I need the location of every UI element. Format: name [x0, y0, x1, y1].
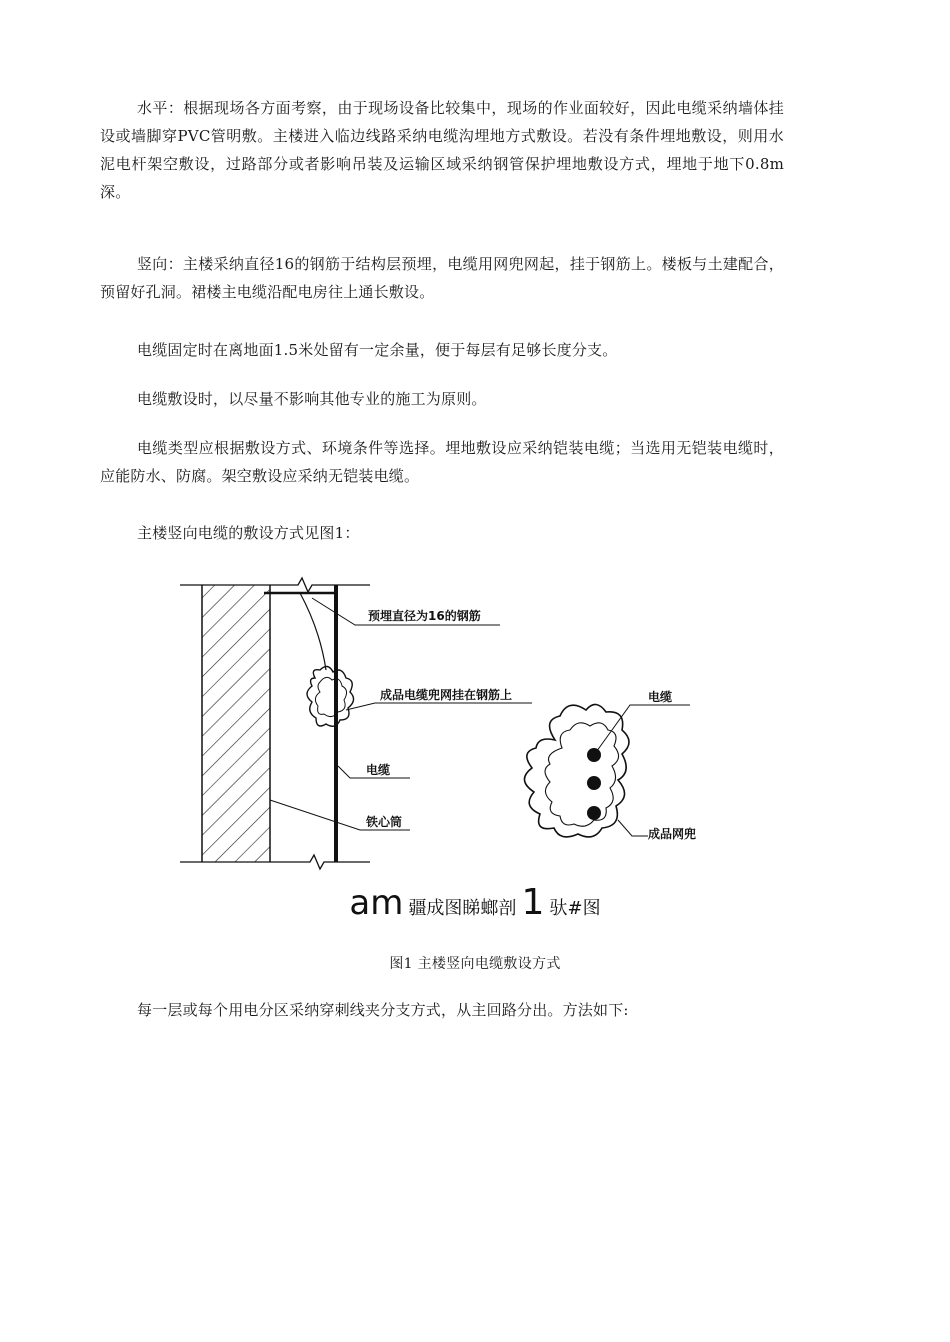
net-inner-outline	[545, 723, 619, 826]
paragraph-figure-intro: 主楼竖向电缆的敷设方式见图1：	[137, 524, 360, 542]
cable-dot-3	[587, 806, 601, 820]
label-finished-net: 成品网兜	[648, 827, 697, 841]
hatched-wall	[202, 585, 270, 862]
cable-net-small-inner	[315, 677, 346, 716]
paragraph-cable-fixing: 电缆固定时在离地面1.5米处留有一定余量，便于每层有足够长度分支。	[137, 341, 618, 359]
garbled-figure-text	[0, 882, 950, 926]
label-cable-right: 电缆	[648, 690, 673, 704]
leader-lines-left	[270, 598, 532, 830]
paragraph-horizontal: 水平：根据现场各方面考察，由于现场设备比较集中，现场的作业面较好，因此电缆采纳墙体挂设或墙脚穿PVC管明敷。主楼进入临边线路采纳电缆沟埋地方式敷设。若没有条件埋地敷设，则用水泥电杆架空敷设，过路部分或者影响吊装及运输区域采纳钢管保护埋地敷设方式，埋地于地下0.8m深。	[100, 99, 784, 201]
garbled-part-c: 1	[521, 882, 545, 923]
figure-caption: 图1 主楼竖向电缆敷设方式	[389, 956, 561, 972]
label-embedded-rebar: 预埋直径为16的钢筋	[368, 609, 481, 623]
paragraph-branch-method: 每一层或每个用电分区采纳穿刺线夹分支方式，从主回路分出。方法如下:	[137, 1001, 629, 1019]
garbled-part-d: 驮#图	[549, 898, 601, 919]
paragraph-vertical: 竖向：主楼采纳直径16的钢筋于结构层预埋，电缆用网兜网起，挂于钢筋上。楼板与土建配合，预留好孔洞。裙楼主电缆沿配电房往上通长敷设。	[100, 255, 784, 301]
label-iron-core-tube: 铁心筒	[366, 815, 403, 829]
cable-net-small	[307, 666, 354, 726]
cable-laying-diagram	[170, 570, 770, 880]
cable-bundle-cross-section	[524, 704, 629, 836]
paragraph-cable-type: 电缆类型应根据敷设方式、环境条件等选择。埋地敷设应采纳铠装电缆；当选用无铠装电缆时，应能防水、防腐。架空敷设应采纳无铠装电缆。	[100, 439, 784, 485]
cable-dot-2	[587, 776, 601, 790]
leader-lines-right	[594, 705, 690, 836]
garbled-part-b: 疆成图睇螂剖	[408, 898, 517, 919]
label-net-hung-on-rebar: 成品电缆兜网挂在钢筋上	[380, 688, 513, 702]
paragraph-laying-principle: 电缆敷设时，以尽量不影响其他专业的施工为原则。	[137, 390, 487, 408]
label-cable: 电缆	[366, 763, 391, 777]
garbled-part-a: am	[349, 883, 404, 923]
